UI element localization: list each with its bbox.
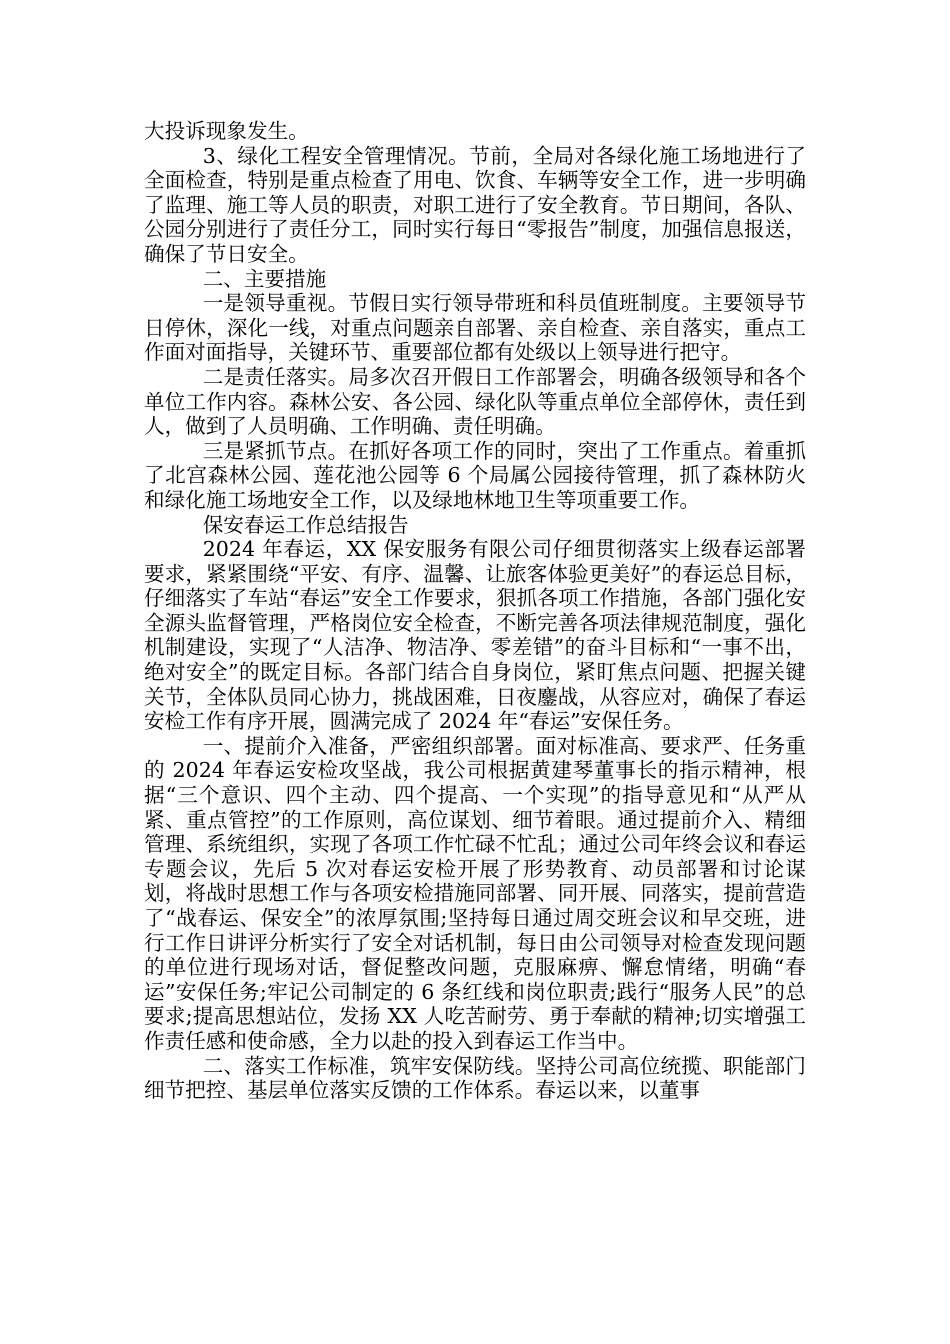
paragraph-greening-safety: 3、绿化工程安全管理情况。节前，全局对各绿化施工场地进行了全面检查，特别是重点检查了用电、饮食、车辆等安全工作，进一步明确了监理、施工等人员的职责，对职工进行了安全教育。节日期间，各队、公园分别进行了责任分工，同时实行每日“零报告”制度，加强信息报送，确保了节日安全。 <box>144 143 806 266</box>
paragraph-report-intro: 2024 年春运，XX 保安服务有限公司仔细贯彻落实上级春运部署要求，紧紧围绕“平安、有序、温馨、让旅客体验更美好”的春运总目标，仔细落实了车站“春运”安全工作要求，狠抓各项工作措施，各部门强化安全源头监督管理，严格岗位安全检查，不断完善各项法律规范制度，强化机制建设，实现了“人洁净、物洁净、零差错”的奋斗目标和“一事不出，绝对安全”的既定目标。各部门结合自身岗位，紧盯焦点问题、把握关键关节，全体队员同心协力，挑战困难，日夜鏖战，从容应对，确保了春运安检工作有序开展，圆满完成了 2024 年“春运”安保任务。 <box>144 537 806 734</box>
document-body <box>144 119 806 1103</box>
report-title: 保安春运工作总结报告 <box>202 512 409 537</box>
paragraph-section-two: 二、落实工作标准，筑牢安保防线。坚持公司高位统揽、职能部门细节把控、基层单位落实反馈的工作体系。春运以来，以董事 <box>144 1053 806 1103</box>
paragraph-continuation: 大投诉现象发生。 <box>144 119 309 143</box>
paragraph-key-points: 三是紧抓节点。在抓好各项工作的同时，突出了工作重点。着重抓了北宫森林公园、莲花池公园等 6 个局属公园接待管理，抓了森林防火和绿化施工场地安全工作，以及绿地林地卫生等项重要工作。 <box>144 438 806 512</box>
section-heading-main-measures: 二、主要措施 <box>202 266 327 291</box>
paragraph-responsibility: 二是责任落实。局多次召开假日工作部署会，明确各级领导和各个单位工作内容。森林公安、各公园、绿化队等重点单位全部停休，责任到人，做到了人员明确、工作明确、责任明确。 <box>144 364 806 439</box>
paragraph-leadership: 一是领导重视。节假日实行领导带班和科员值班制度。主要领导节日停休，深化一线，对重点问题亲自部署、亲自检查、亲自落实，重点工作面对面指导，关键环节、重要部位都有处级以上领导进行把守。 <box>144 291 806 365</box>
paragraph-section-one: 一、提前介入准备，严密组织部署。面对标准高、要求严、任务重的 2024 年春运安检攻坚战，我公司根据黄建琴董事长的指示精神，根据“三个意识、四个主动、四个提高、一个实现”的指导意见和“从严从紧、重点管控”的工作原则，高位谋划、细节着眼。通过提前介入、精细管理、系统组织，实现了各项工作忙碌不忙乱；通过公司年终会议和春运专题会议，先后 5 次对春运安检开展了形势教育、动员部署和讨论谋划，将战时思想工作与各项安检措施同部署、同开展、同落实，提前营造了“战春运、保安全”的浓厚氛围;坚持每日通过周交班会议和早交班，进行工作日讲评分析实行了安全对话机制，每日由公司领导对检查发现问题的单位进行现场对话，督促整改问题，克服麻痹、懈怠情绪，明确“春运”安保任务;牢记公司制定的 6 条红线和岗位职责;践行“服务人民”的总要求;提高思想站位，发扬 XX 人吃苦耐劳、勇于奉献的精神;切实增强工作责任感和使命感，全力以赴的投入到春运工作当中。 <box>144 733 806 1053</box>
